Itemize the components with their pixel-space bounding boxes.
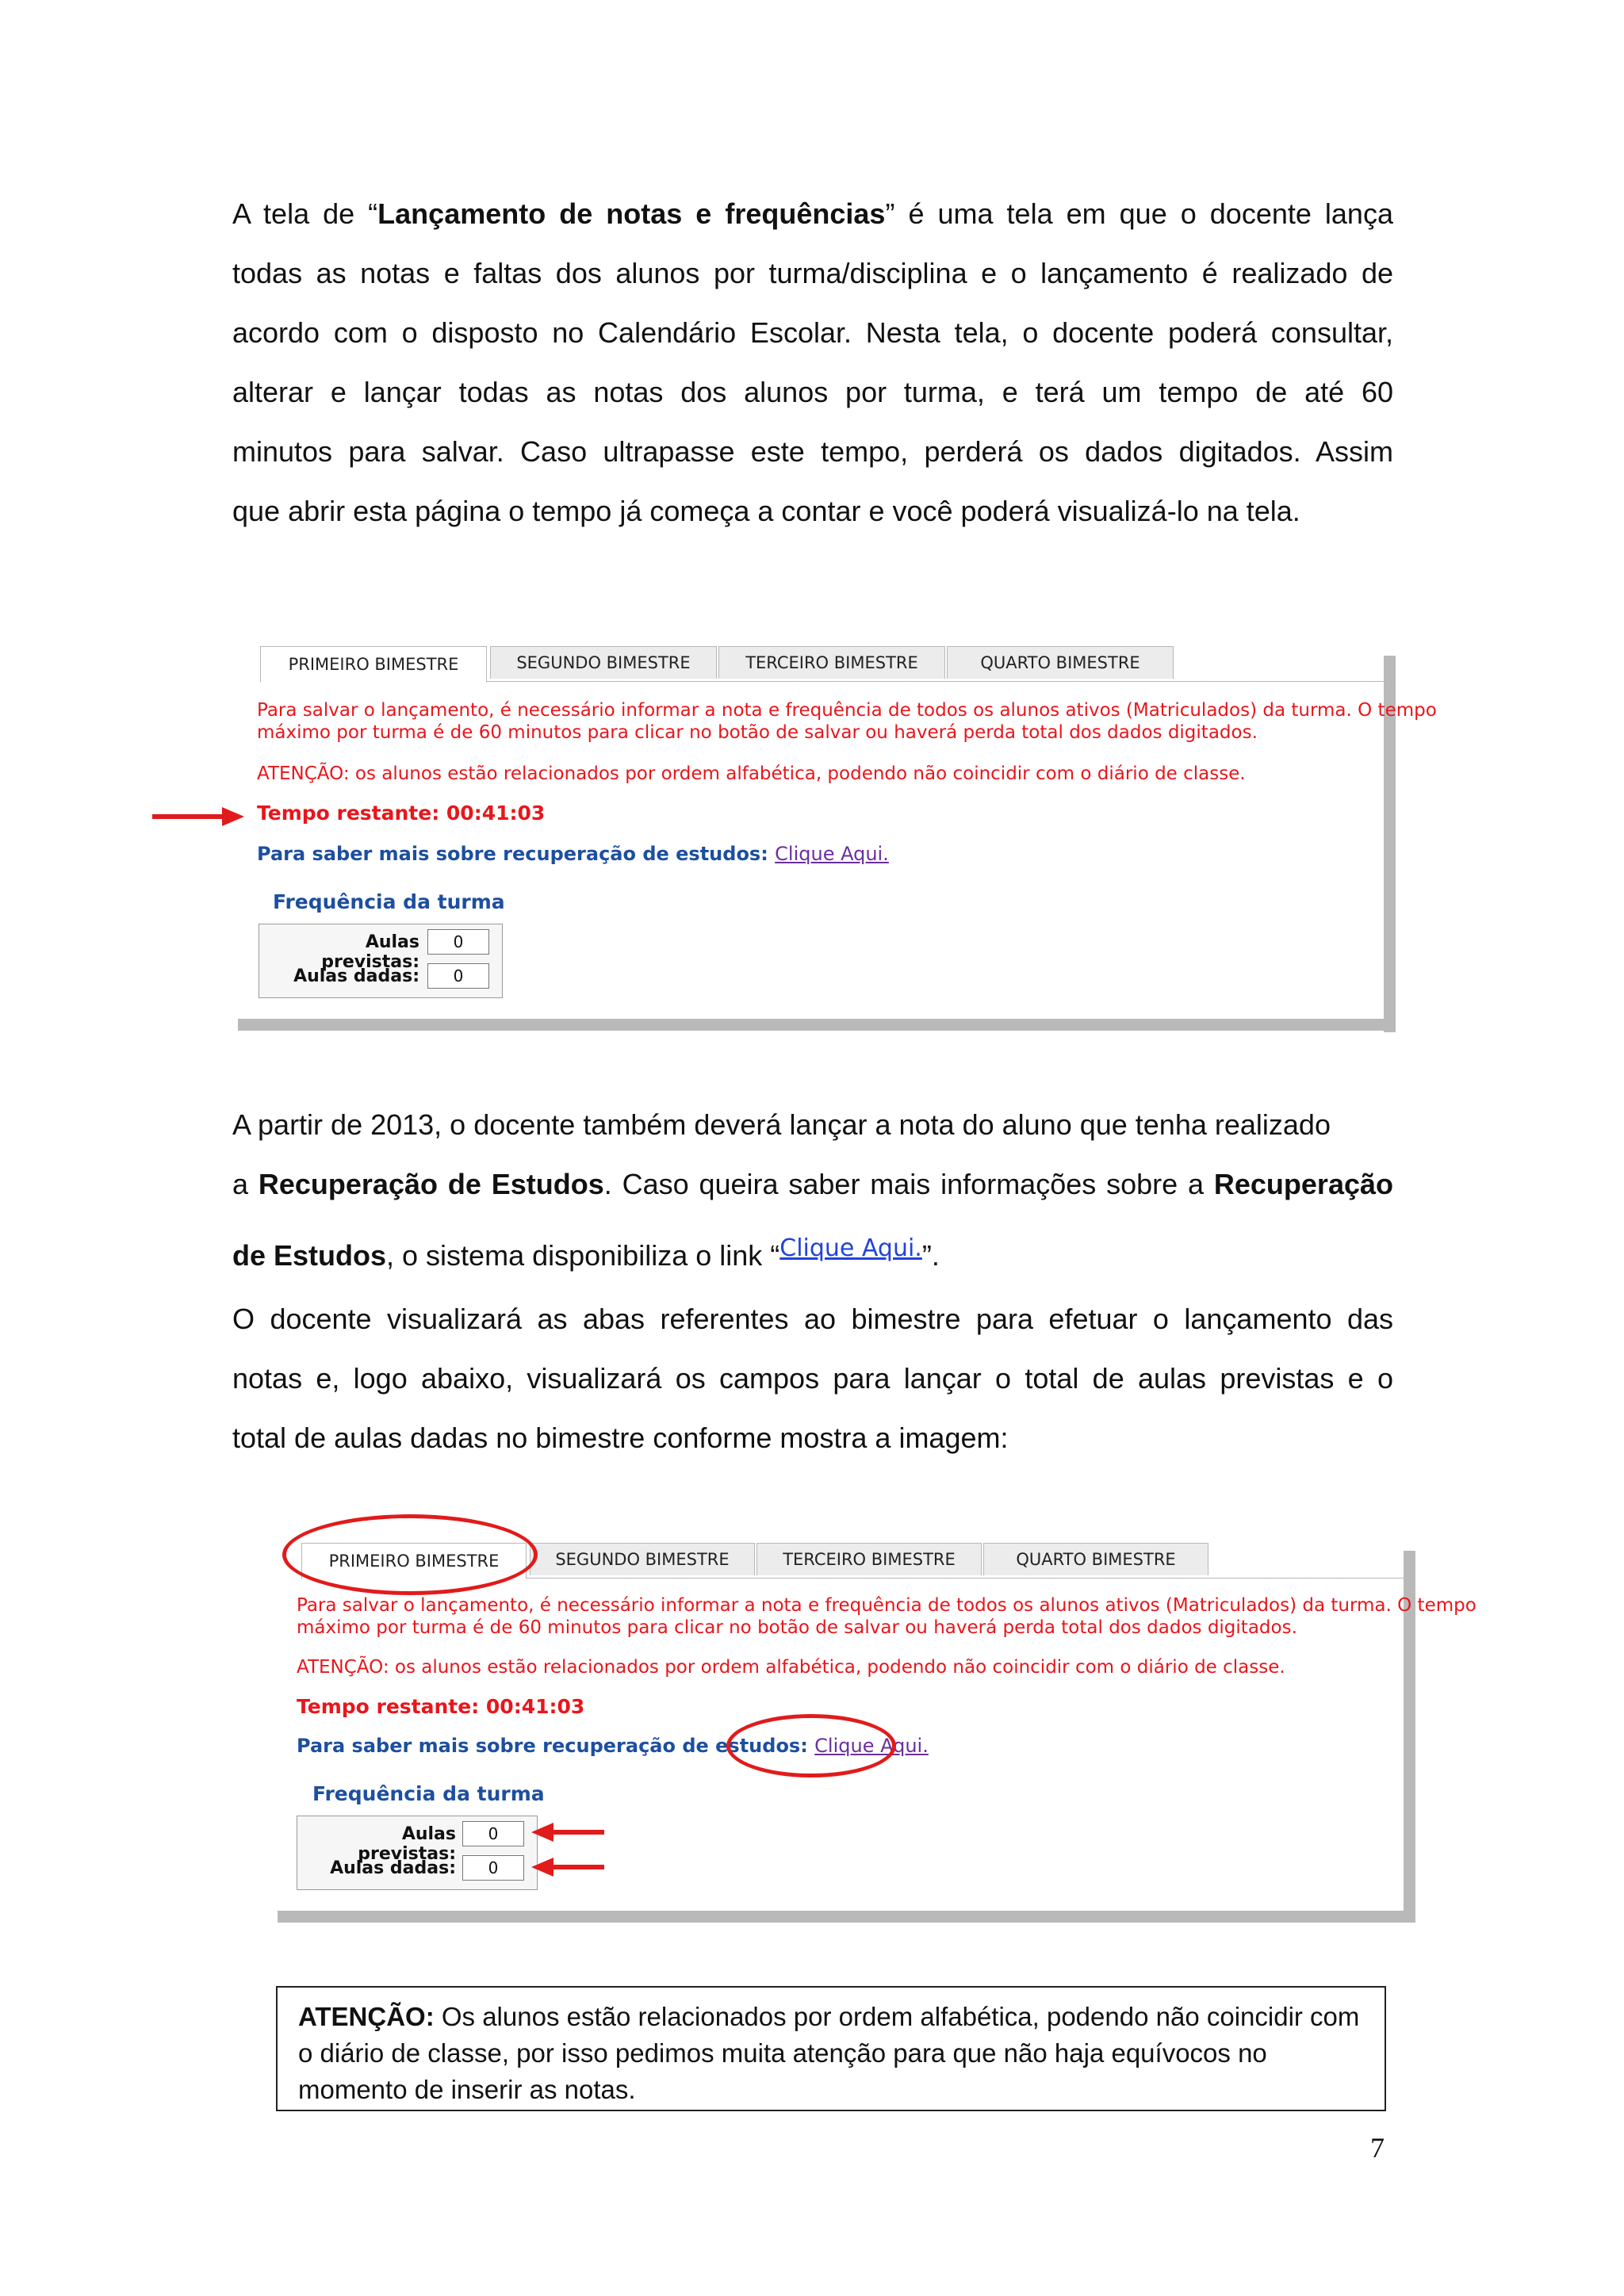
frequency-box — [297, 1816, 538, 1890]
red-arrow-icon — [530, 1855, 606, 1879]
recovery-link[interactable]: Clique Aqui. — [775, 843, 889, 865]
planned-label: Aulas previstas: — [358, 1824, 456, 1864]
planned-label: Aulas previstas: — [321, 932, 419, 972]
planned-input[interactable]: 0 — [462, 1821, 524, 1846]
attention-label: ATENÇÃO: — [298, 2002, 435, 2031]
tab-segundo-bimestre[interactable]: SEGUNDO BIMESTRE — [530, 1543, 755, 1575]
red-arrow-icon — [151, 805, 246, 828]
screenshot-2 — [278, 1538, 1477, 1923]
warning-line2: máximo por turma é de 60 minutos para clicar no botão de salvar ou haverá perda total dos dados digitados. — [297, 1617, 1297, 1638]
given-input[interactable]: 0 — [427, 963, 489, 989]
tab-quarto-bimestre[interactable]: QUARTO BIMESTRE — [983, 1543, 1208, 1575]
warning-line1: Para salvar o lançamento, é necessário informar a nota e frequência de todos os alunos ativos (Matriculados) da turma. O tempo — [257, 700, 1437, 721]
tab-primeiro-bimestre[interactable]: PRIMEIRO BIMESTRE — [260, 646, 487, 683]
attention-notice: ATENÇÃO: os alunos estão relacionados por ordem alfabética, podendo não coincidir com o diário de classe. — [297, 1657, 1285, 1678]
paragraph1-line1: A tela de “Lançamento de notas e frequências” é uma tela em que o docente lança — [232, 197, 1393, 230]
attention-notice: ATENÇÃO: os alunos estão relacionados por ordem alfabética, podendo não coincidir com o diário de classe. — [257, 763, 1246, 784]
tab-terceiro-bimestre[interactable]: TERCEIRO BIMESTRE — [718, 646, 945, 679]
recovery-link[interactable]: Clique Aqui. — [814, 1735, 929, 1757]
paragraph1-line6: que abrir esta página o tempo já começa a contar e você poderá visualizá-lo na tela. — [232, 495, 1300, 527]
frequency-title: Frequência da turma — [312, 1782, 545, 1805]
tab-segundo-bimestre[interactable]: SEGUNDO BIMESTRE — [490, 646, 717, 679]
given-label: Aulas dadas: — [330, 1858, 456, 1878]
planned-input[interactable]: 0 — [427, 929, 489, 955]
screenshot-1 — [238, 646, 1437, 1031]
paragraph3-line3: total de aulas dadas no bimestre conforme mostra a imagem: — [232, 1422, 1009, 1454]
paragraph2-line1: A partir de 2013, o docente também deverá lançar a nota do aluno que tenha realizado — [232, 1108, 1331, 1141]
paragraph1-line5: minutos para salvar. Caso ultrapasse este tempo, perderá os dados digitados. Assim — [232, 435, 1393, 468]
page-number: 7 — [1370, 2132, 1385, 2164]
timer-text: Tempo restante: 00:41:03 — [297, 1695, 585, 1718]
clique-aqui-link[interactable]: Clique Aqui. — [779, 1234, 922, 1262]
paragraph3-line1: O docente visualizará as abas referentes ao bimestre para efetuar o lançamento das — [232, 1303, 1393, 1335]
paragraph3-line2: notas e, logo abaixo, visualizará os campos para lançar o total de aulas previstas e o — [232, 1362, 1393, 1395]
paragraph1-line2: todas as notas e faltas dos alunos por turma/disciplina e o lançamento é realizado de — [232, 257, 1393, 289]
highlight-ellipse-link — [726, 1714, 896, 1777]
timer-text: Tempo restante: 00:41:03 — [257, 802, 546, 825]
warning-line2: máximo por turma é de 60 minutos para clicar no botão de salvar ou haverá perda total dos dados digitados. — [257, 722, 1258, 743]
warning-line1: Para salvar o lançamento, é necessário informar a nota e frequência de todos os alunos ativos (Matriculados) da turma. O tempo — [297, 1595, 1477, 1616]
frequency-box — [259, 924, 503, 998]
tab-primeiro-bimestre[interactable]: PRIMEIRO BIMESTRE — [301, 1543, 527, 1579]
tab-quarto-bimestre[interactable]: QUARTO BIMESTRE — [947, 646, 1174, 679]
attention-box — [276, 1986, 1386, 2111]
paragraph2-line2: a Recuperação de Estudos. Caso queira saber mais informações sobre a Recuperação — [232, 1168, 1393, 1200]
given-label: Aulas dadas: — [293, 966, 419, 986]
paragraph1-line4: alterar e lançar todas as notas dos alunos por turma, e terá um tempo de até 60 — [232, 376, 1393, 408]
red-arrow-icon — [530, 1820, 606, 1844]
paragraph1-line3: acordo com o disposto no Calendário Escolar. Nesta tela, o docente poderá consultar, — [232, 316, 1393, 349]
recovery-text: Para saber mais sobre recuperação de estudos: Clique Aqui. — [257, 843, 889, 865]
frequency-title: Frequência da turma — [273, 890, 505, 913]
highlight-ellipse-tab — [282, 1514, 538, 1595]
tab-terceiro-bimestre[interactable]: TERCEIRO BIMESTRE — [756, 1543, 982, 1575]
recovery-text: Para saber mais sobre recuperação de estudos: Clique Aqui. — [297, 1735, 929, 1757]
given-input[interactable]: 0 — [462, 1855, 524, 1881]
attention-text: Os alunos estão relacionados por ordem alfabética, podendo não coincidir com o diário de classe, por isso pedimos muita atenção para que não haja equívocos no momento de inserir as notas. — [298, 2002, 1360, 2104]
paragraph2-line3: de Estudos, o sistema disponibiliza o link “$^{Clique Aqui.}$”. — [232, 1234, 940, 1272]
